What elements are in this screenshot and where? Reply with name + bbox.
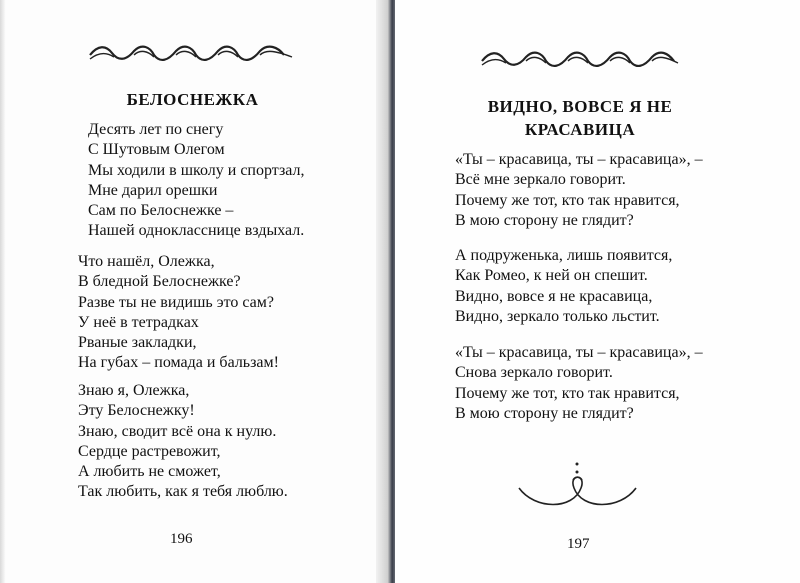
poem-line: А любить не сможет, — [78, 463, 221, 481]
poem-line: Что нашёл, Олежка, — [78, 253, 215, 270]
poem-line: Мне дарил орешки — [88, 181, 218, 199]
right-page — [395, 0, 800, 583]
stanza-2 — [455, 246, 672, 327]
poem-line: Мы ходили в школу и спортзал, — [88, 161, 305, 179]
page-number: 197 — [567, 536, 590, 552]
stanza-3 — [78, 381, 288, 503]
poem-line: Десять лет по снегу — [88, 121, 224, 138]
poem-line: В мою сторону не глядит? — [455, 404, 634, 422]
poem-line: Эту Белоснежку! — [78, 402, 195, 420]
poem-line: Как Ромео, к ней он спешит. — [455, 267, 648, 285]
poem-line: Всё мне зеркало говорит. — [455, 171, 626, 189]
page-number: 196 — [170, 531, 193, 547]
poem-line: У неё в тетрадках — [78, 313, 199, 331]
poem-line: Нашей однокласснице вздыхал. — [88, 222, 305, 240]
poem-line: В мою сторону не глядит? — [455, 211, 634, 229]
poem-line: «Ты – красавица, ты – красавица», – — [455, 151, 703, 168]
poem-title: БЕЛОСНЕЖКА — [126, 90, 259, 109]
poem-line: Рваные закладки, — [78, 334, 197, 352]
poem-line: Сам по Белоснежке – — [88, 202, 234, 220]
poem-title — [465, 95, 695, 141]
poem-line: На губах – помада и бальзам! — [78, 354, 279, 372]
poem-line: Так любить, как я тебя люблю. — [78, 483, 288, 501]
wave-ornament-icon — [480, 49, 680, 71]
poem-line: Видно, зеркало только льстит. — [455, 307, 660, 325]
poem-line: В бледной Белоснежке? — [78, 273, 241, 291]
poem-line: «Ты – красавица, ты – красавица», – — [455, 344, 703, 361]
stanza-1 — [88, 120, 305, 242]
poem-line: А подруженька, лишь появится, — [455, 247, 673, 264]
stanza-2 — [78, 252, 279, 374]
poem-line: Знаю, сводит всё она к нулю. — [78, 422, 277, 440]
poem-line: Знаю я, Олежка, — [78, 382, 190, 399]
stanza-3 — [455, 343, 703, 424]
poem-line: Разве ты не видишь это сам? — [78, 293, 274, 311]
poem-title-line: ВИДНО, ВОВСЕ Я НЕ — [487, 97, 673, 116]
poem-line: Почему же тот, кто так нравится, — [455, 384, 680, 402]
poem-line: Снова зеркало говорит. — [455, 364, 613, 382]
poem-title-line: КРАСАВИЦА — [524, 120, 636, 139]
swirl-ornament-icon — [515, 460, 640, 508]
page-edge — [0, 0, 6, 583]
poem-line: С Шутовым Олегом — [88, 141, 225, 159]
left-page — [0, 0, 395, 583]
poem-line: Видно, вовсе я не красавица, — [455, 287, 653, 305]
poem-line: Почему же тот, кто так нравится, — [455, 191, 680, 209]
wave-ornament-icon — [88, 43, 296, 65]
stanza-1 — [455, 150, 703, 231]
poem-line: Сердце растревожит, — [78, 442, 221, 460]
